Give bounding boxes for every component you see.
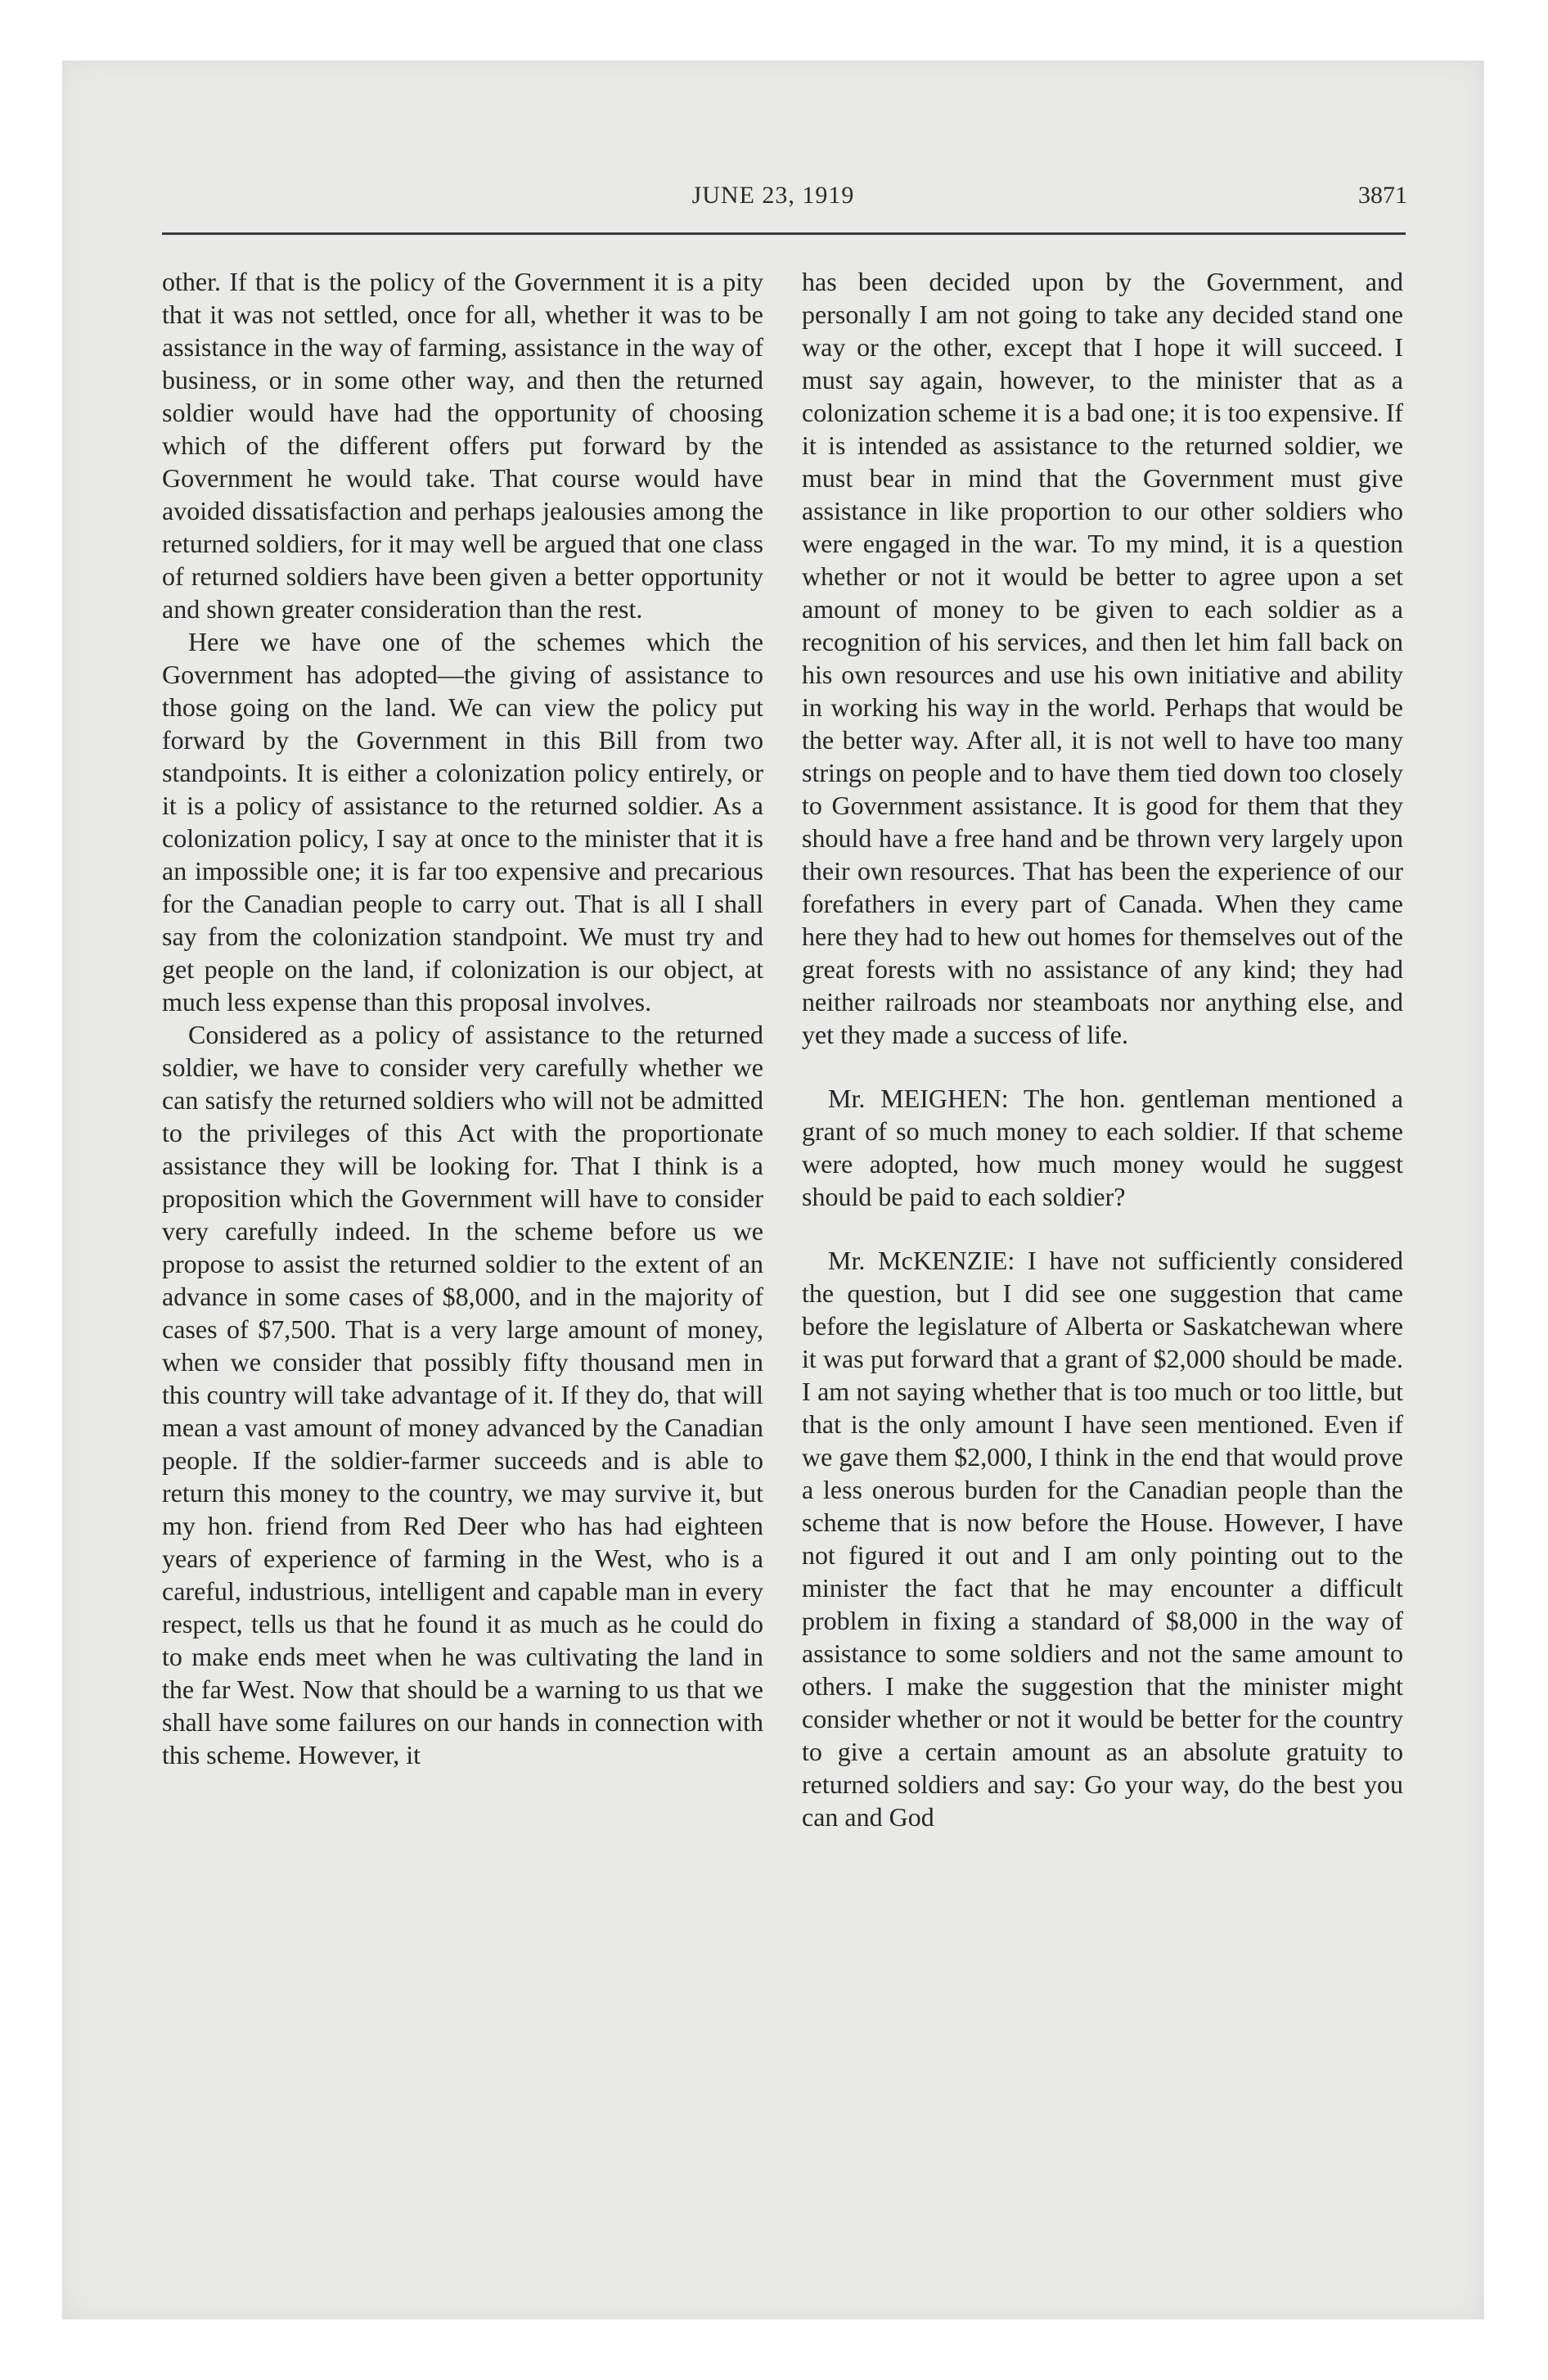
page-sheet (62, 61, 1484, 2319)
paragraph: Here we have one of the schemes which the Government has adopted—the giving of assistance to those going on the land. We can view the policy put forward by the Government in this Bill from two standpoints. It is either a colonization policy entirely, or it is a policy of assistance to the returned soldier. As a colonization policy, I say at once to the minister that it is an impossible one; it is far too expensive and precarious for the Canadian people to carry out. That is all I shall say from the colonization standpoint. We must try and get people on the land, if colonization is our object, at much less expense than this proposal involves. (162, 627, 763, 1016)
paragraph: Considered as a policy of assistance to the returned soldier, we have to consider very carefully whether we can satisfy the returned soldiers who will not be admitted to the privileges of this Act with the proportionate assistance they will be looking for. That I think is a proposition which the Government will have to consider very carefully indeed. In the scheme before us we propose to assist the returned soldier to the extent of an advance in some cases of $8,000, and in the majority of cases of $7,500. That is a very large amount of money, when we consider that possibly fifty thousand men in this country will take advantage of it. If they do, that will mean a vast amount of money advanced by the Canadian people. If the soldier-farmer succeeds and is able to return this money to the country, we may survive it, but my hon. friend from Red Deer who has had eighteen years of experience of farming in the West, who is a careful, industrious, intelligent and capable man in every respect, tells us that he found it as much as he could do to make ends meet when he was cultivating the land in the far West. Now that should be a warning to us that we shall have some failures on our hands in connection with this scheme. However, it (162, 1020, 763, 1769)
header-date: JUNE 23, 1919 (691, 182, 855, 209)
paragraph: has been decided upon by the Government, and personally I am not going to take any decided stand one way or the other, except that I hope it will succeed. I must say again, however, to the minister that as a colonization scheme it is a bad one; it is too expensive. If it is intended as assistance to the returned soldier, we must bear in mind that the Government must give assistance in like proportion to our other soldiers who were engaged in the war. To my mind, it is a question whether or not it would be better to agree upon a set amount of money to be given to each soldier as a recognition of his services, and then let him fall back on his own resources and use his own initiative and ability in working his way in the world. Perhaps that would be the better way. After all, it is not well to have too many strings on people and to have them tied down too closely to Government assistance. It is good for them that they should have a free hand and be thrown very largely upon their own resources. That has been the experience of our forefathers in every part of Canada. When they came here they had to hew out homes for themselves out of the great forests with no assistance of any kind; they had neither railroads nor steamboats nor anything else, and yet they made a success of life. (802, 267, 1403, 1049)
header-page-number: 3871 (1358, 182, 1407, 209)
left-column (162, 265, 763, 1771)
header-rule (162, 232, 1406, 235)
page-header (62, 182, 1484, 214)
paragraph: other. If that is the policy of the Government it is a pity that it was not settled, once for all, whether it was to be assistance in the way of farming, assistance in the way of business, or in some other way, and then the returned soldier would have had the opportunity of choosing which of the different offers put forward by the Government he would take. That course would have avoided dissatisfaction and perhaps jealousies among the returned soldiers, for it may well be argued that one class of returned soldiers have been given a better opportunity and shown greater consideration than the rest. (162, 267, 763, 624)
right-column (802, 265, 1403, 1833)
paragraph-speech-mckenzie: Mr. McKENZIE: I have not sufficiently considered the question, but I did see one suggestion that came before the legislature of Alberta or Saskatchewan where it was put forward that a grant of $2,000 should be made. I am not saying whether that is too much or too little, but that is the only amount I have seen mentioned. Even if we gave them $2,000, I think in the end that would prove a less onerous burden for the Canadian people than the scheme that is now before the House. However, I have not figured it out and I am only pointing out to the minister the fact that he may encounter a difficult problem in fixing a standard of $8,000 in the way of assistance to some soldiers and not the same amount to others. I make the suggestion that the minister might consider whether or not it would be better for the country to give a certain amount as an absolute gratuity to returned soldiers and say: Go your way, do the best you can and God (802, 1246, 1403, 1832)
paragraph-speech-meighen: Mr. MEIGHEN: The hon. gentleman mentioned a grant of so much money to each soldier. If that scheme were adopted, how much money would he suggest should be paid to each soldier? (802, 1084, 1403, 1211)
